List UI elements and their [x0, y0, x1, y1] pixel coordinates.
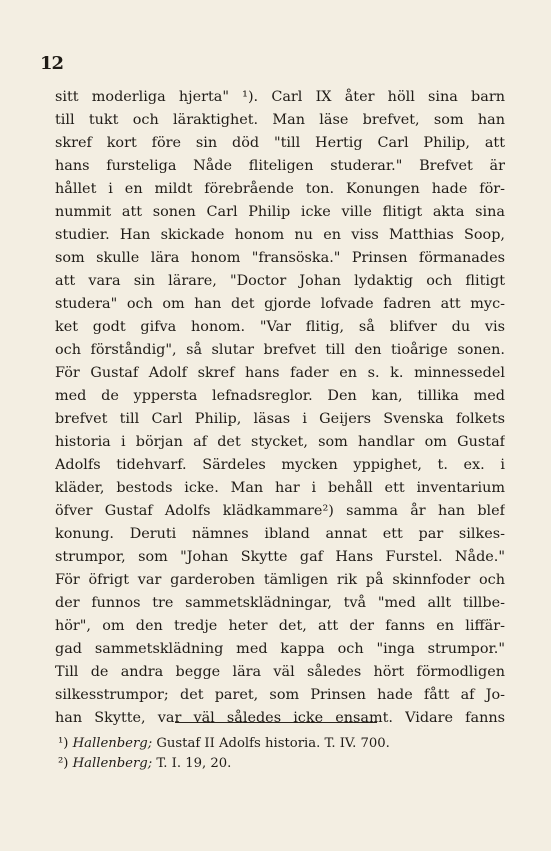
text-line: med de yppersta lefnadsreglor. Den kan, tillika med — [55, 388, 505, 404]
footnote-author: Hallenberg; — [72, 756, 153, 771]
text-line: han Skytte, var väl således icke ensamt. Vidare fanns — [55, 710, 505, 726]
text-line: brefvet till Carl Philip, läsas i Geijers Svenska folkets — [55, 411, 505, 427]
footnote-1 — [58, 734, 498, 754]
footnote-author: Hallenberg; — [72, 736, 153, 751]
text-line: skref kort före sin död "till Hertig Carl Philip, att — [55, 135, 505, 151]
footnote-marker: ¹) — [58, 736, 69, 751]
page-number: 12 — [40, 53, 64, 74]
text-line: att vara sin lärare, "Doctor Johan lydaktig och flitigt — [55, 273, 505, 289]
text-line: hör", om den tredje heter det, att der fanns en liffär- — [55, 618, 505, 634]
text-line: nummit att sonen Carl Philip icke ville flitigt akta sina — [55, 204, 505, 220]
text-line: ket godt gifva honom. "Var flitig, så blifver du vis — [55, 319, 505, 335]
text-line: öfver Gustaf Adolfs klädkammare²) samma år han blef — [55, 503, 505, 519]
footnote-marker: ²) — [58, 756, 69, 771]
text-line: gad sammetsklädning med kappa och "inga strumpor." — [55, 641, 505, 657]
text-line: För öfrigt var garderoben tämligen rik på skinnfoder och — [55, 572, 505, 588]
text-line: sitt moderliga hjerta" ¹). Carl IX åter höll sina barn — [55, 89, 505, 105]
body-text — [55, 86, 505, 730]
footnote-divider — [175, 722, 377, 723]
text-line: till tukt och läraktighet. Man läse brefvet, som han — [55, 112, 505, 128]
text-line: hållet i en mildt förebrående ton. Konungen hade för- — [55, 181, 505, 197]
footnote-text: T. I. 19, 20. — [156, 756, 232, 771]
text-line: der funnos tre sammetsklädningar, två "med allt tillbe- — [55, 595, 505, 611]
footnote-2 — [58, 754, 498, 774]
text-line: För Gustaf Adolf skref hans fader en s. k. minnessedel — [55, 365, 505, 381]
text-line: och förståndig", så slutar brefvet till den tioårige sonen. — [55, 342, 505, 358]
text-line: som skulle lära honom "fransöska." Prinsen förmanades — [55, 250, 505, 266]
text-line: silkesstrumpor; det paret, som Prinsen hade fått af Jo- — [55, 687, 505, 703]
text-line: Till de andra begge lära väl således hört förmodligen — [55, 664, 505, 680]
text-line: historia i början af det stycket, som handlar om Gustaf — [55, 434, 505, 450]
text-line: kläder, bestods icke. Man har i behåll ett inventarium — [55, 480, 505, 496]
text-line: strumpor, som "Johan Skytte gaf Hans Furstel. Nåde." — [55, 549, 505, 565]
text-line: hans fursteliga Nåde fliteligen studerar." Brefvet är — [55, 158, 505, 174]
text-line: studera" och om han det gjorde lofvade fadren att myc- — [55, 296, 505, 312]
footnote-text: Gustaf II Adolfs historia. T. IV. 700. — [156, 736, 390, 751]
text-line: Adolfs tidehvarf. Särdeles mycken yppighet, t. ex. i — [55, 457, 505, 473]
footnotes — [58, 734, 498, 774]
text-line: konung. Deruti nämnes ibland annat ett par silkes- — [55, 526, 505, 542]
text-line: studier. Han skickade honom nu en viss Matthias Soop, — [55, 227, 505, 243]
